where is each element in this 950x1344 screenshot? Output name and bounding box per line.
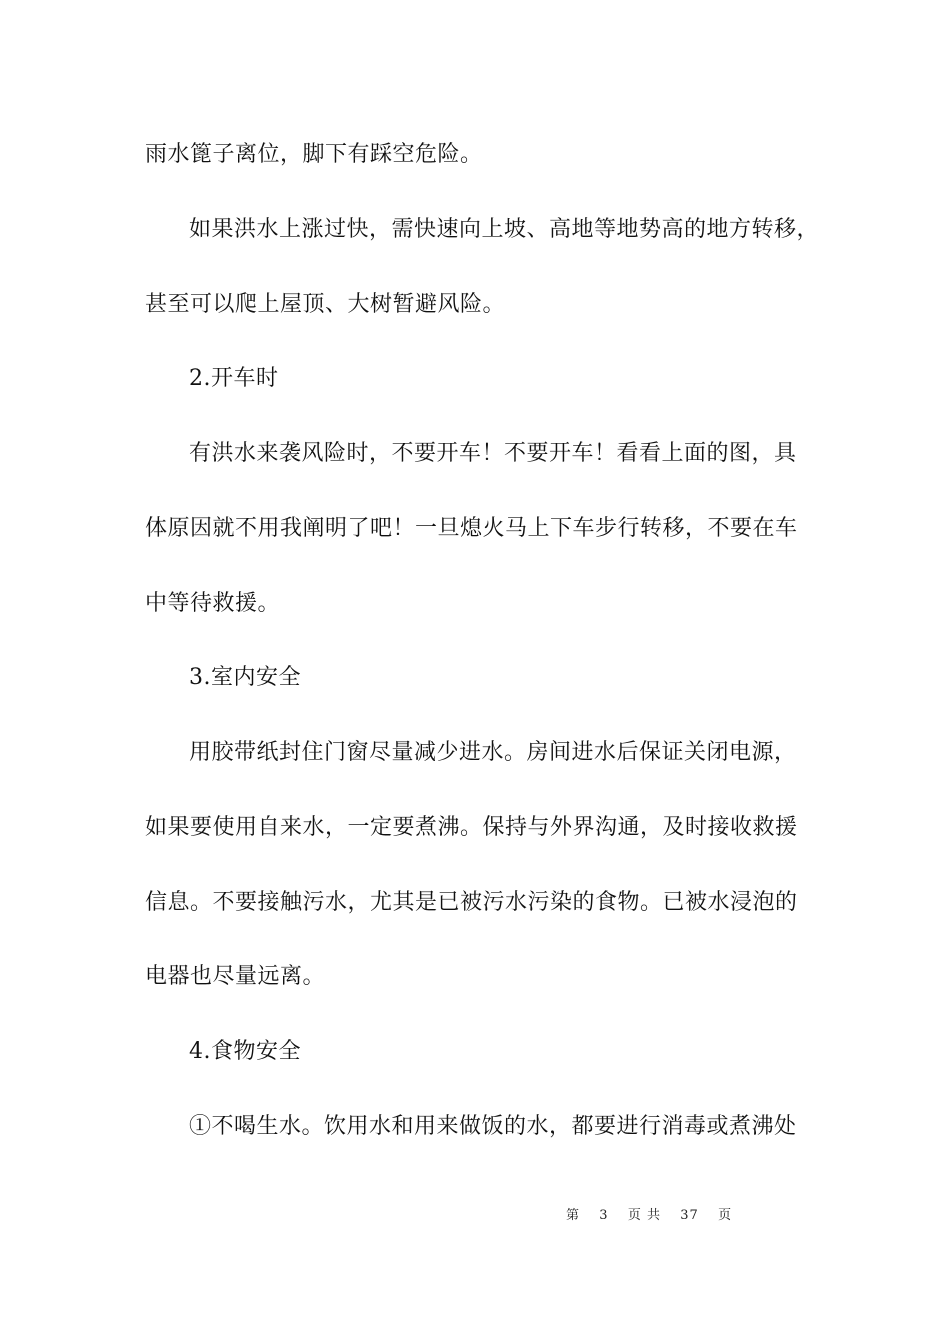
body-text-line: 电器也尽量远离。 bbox=[145, 964, 326, 989]
body-text-line: 用胶带纸封住门窗尽量减少进水。房间进水后保证关闭电源， bbox=[189, 740, 797, 765]
page-label-prefix: 第 bbox=[566, 1208, 581, 1223]
body-text-line: 中等待救援。 bbox=[145, 591, 281, 616]
page-label-mid: 页 共 bbox=[627, 1208, 661, 1223]
body-text-line: ①不喝生水。饮用水和用来做饭的水，都要进行消毒或煮沸处 bbox=[189, 1114, 797, 1139]
section-heading: 3.室内安全 bbox=[189, 665, 301, 690]
body-text-line: 如果要使用自来水，一定要煮沸。保持与外界沟通，及时接收救援 bbox=[145, 815, 798, 840]
page-number bbox=[566, 1207, 732, 1225]
section-heading: 4.食物安全 bbox=[189, 1039, 301, 1064]
body-text-line: 甚至可以爬上屋顶、大树暂避风险。 bbox=[145, 292, 506, 317]
section-heading: 2.开车时 bbox=[189, 366, 279, 391]
body-text-line: 有洪水来袭风险时，不要开车！不要开车！看看上面的图，具 bbox=[189, 441, 797, 466]
current-page-number: 3 bbox=[599, 1208, 609, 1223]
body-text-line: 如果洪水上涨过快，需快速向上坡、高地等地势高的地方转移， bbox=[189, 217, 820, 242]
page-label-suffix: 页 bbox=[718, 1208, 733, 1223]
total-pages-number: 37 bbox=[680, 1208, 699, 1223]
body-text-line: 信息。不要接触污水，尤其是已被污水污染的食物。已被水浸泡的 bbox=[145, 890, 798, 915]
body-text-line: 体原因就不用我阐明了吧！一旦熄火马上下车步行转移，不要在车 bbox=[145, 516, 798, 541]
body-text-line: 雨水篦子离位，脚下有踩空危险。 bbox=[145, 142, 483, 167]
